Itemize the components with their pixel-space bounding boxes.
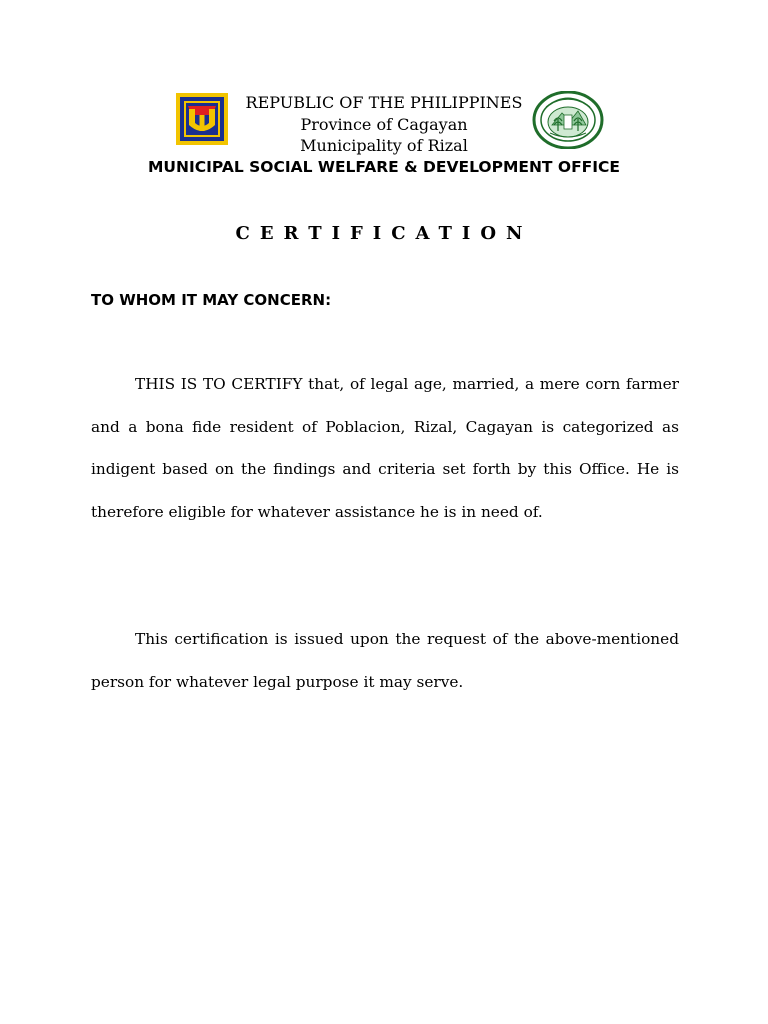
purpose-paragraph: This certification is issued upon the request of the above-mentioned person for whatever legal purpose it may serve. [91,630,679,691]
salutation: TO WHOM IT MAY CONCERN: [91,291,332,309]
certification-paragraph: THIS IS TO CERTIFY that, of legal age, married, a mere corn farmer and a bona fide resident of Poblacion, Rizal, Cagayan is categorized as indigent based on the findings and criteria set forth by this Office. He is therefore eligible for whatever assistance he is in need of. [91,375,679,521]
municipality-heading: Municipality of Rizal [300,136,468,155]
office-heading: MUNICIPAL SOCIAL WELFARE & DEVELOPMENT OFFICE [148,158,620,176]
document-title: CERTIFICATION [235,223,533,244]
country-heading: REPUBLIC OF THE PHILIPPINES [245,93,523,112]
province-heading: Province of Cagayan [300,115,468,134]
